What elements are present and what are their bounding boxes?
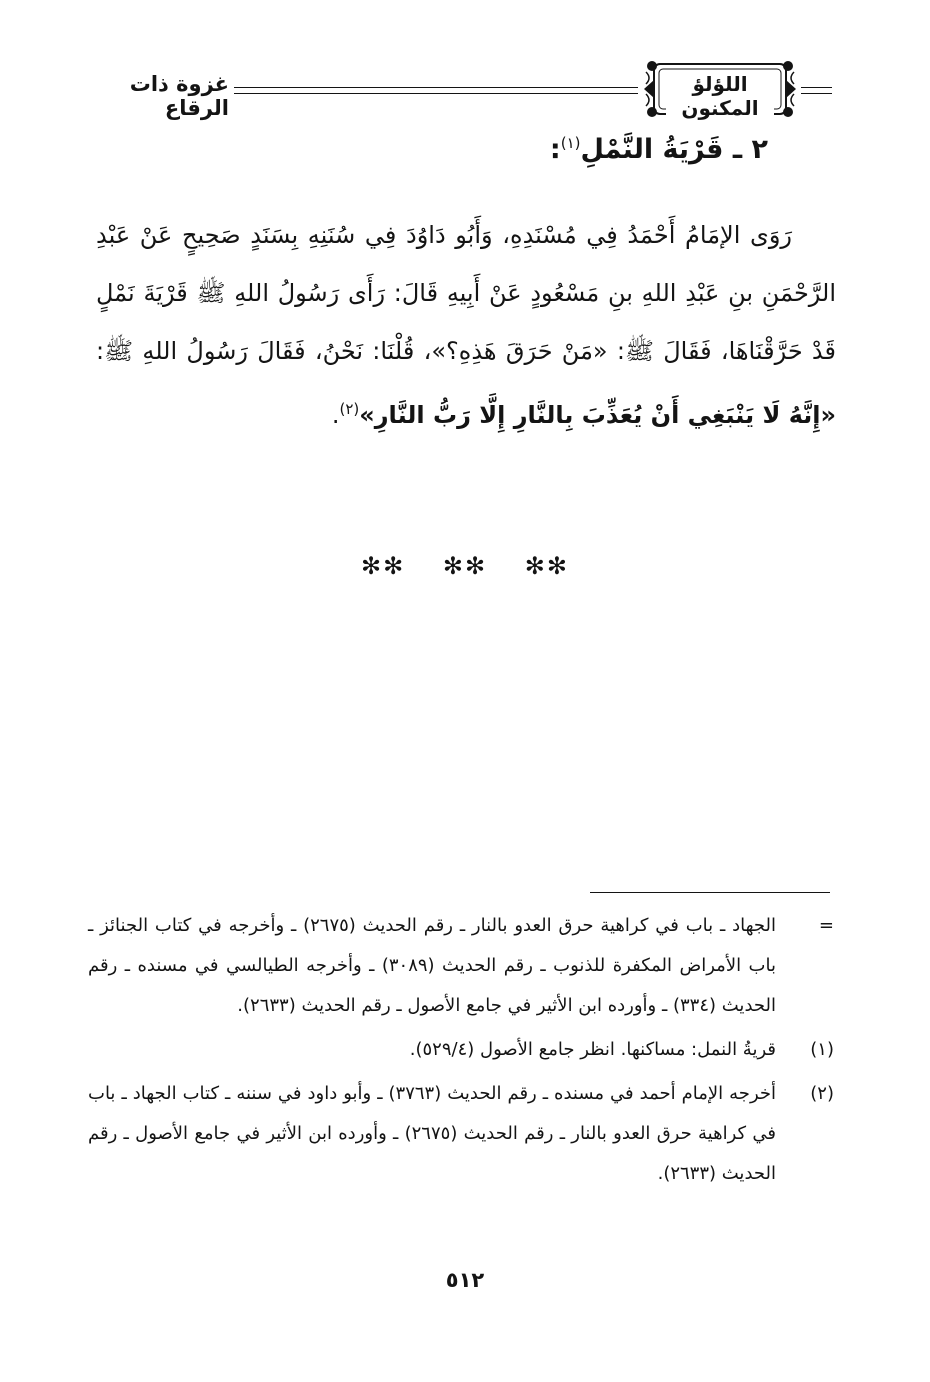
footnote-marker: (١): [810, 1039, 834, 1060]
separator-stars: ✻✻: [524, 552, 569, 580]
header-rule-left: [234, 87, 638, 94]
footnote-continuation: [88, 906, 834, 1026]
section-heading-colon: :: [549, 134, 561, 165]
book-title: اللؤلؤ المكنون: [666, 72, 774, 120]
paragraph-end: .: [331, 401, 340, 429]
book-title-cartouche: [640, 58, 800, 120]
page-number: ٥١٢: [445, 1268, 485, 1292]
header-rule-right: [801, 87, 832, 94]
footnote-text: أخرجه الإمام أحمد في مسنده ـ رقم الحديث (٣٧٦٣) ـ وأبو داود في سننه ـ كتاب الجهاد ـ باب في كراهية حرق العدو بالنار ـ رقم الحديث (٢٦٧٥) ـ وأورده ابن الأثير في جامع الأصول ـ رقم الحديث (٢٦٣٣).: [88, 1083, 776, 1184]
separator-stars: ✻✻: [361, 552, 406, 580]
section-heading-text: ٢ ـ قَرْيَةُ النَّمْلِ: [580, 134, 768, 165]
section-heading: [550, 134, 768, 165]
separator-stars: ✻✻: [442, 552, 488, 580]
chapter-title: غزوة ذات الرقاع: [129, 72, 229, 120]
section-separator: [0, 552, 930, 580]
footnote-rule: [590, 892, 830, 893]
footnote-ref-1: (١): [560, 134, 581, 152]
footnote-marker: (٢): [810, 1083, 834, 1104]
footnote-2: [88, 1074, 834, 1194]
footnotes: [88, 906, 834, 1198]
footnote-1: [88, 1030, 834, 1070]
body-paragraph: [96, 206, 836, 444]
footnote-ref-2: (٢): [339, 400, 360, 418]
footnote-text: الجهاد ـ باب في كراهية حرق العدو بالنار ـ رقم الحديث (٢٦٧٥) ـ وأخرجه في كتاب الجنائز ـ باب الأمراض المكفرة للذنوب ـ رقم الحديث (٣٠٨٩) ـ وأخرجه الطيالسي في مسنده ـ رقم الحديث (٣٣٤) ـ وأورده ابن الأثير في جامع الأصول ـ رقم الحديث (٢٦٣٣).: [88, 915, 776, 1016]
footnote-text: قريةُ النمل: مساكنها. انظر جامع الأصول (٥٢٩/٤).: [409, 1039, 776, 1060]
paragraph-text: رَوَى الإمَامُ أَحْمَدُ فِي مُسْنَدِهِ، وَأَبُو دَاوُدَ فِي سُنَنِهِ بِسَنَدٍ صَحِيحٍ عَنْ عَبْدِ الرَّحْمَنِ بنِ عَبْدِ اللهِ بنِ مَسْعُودٍ عَنْ أَبِيهِ قَالَ: رَأَى رَسُولُ اللهِ ﷺ قَرْيَةَ نَمْلٍ قَدْ حَرَّقْنَاهَا، فَقَالَ ﷺ: «مَنْ حَرَقَ هَذِهِ؟»، قُلْنَا: نَحْنُ، فَقَالَ رَسُولُ اللهِ ﷺ:: [96, 221, 836, 365]
hadith-quote: «إِنَّهُ لَا يَنْبَغِي أَنْ يُعَذِّبَ بِالنَّارِ إِلَّا رَبُّ النَّارِ»: [359, 401, 836, 429]
footnote-marker: =: [818, 915, 834, 936]
running-header: [84, 58, 832, 120]
